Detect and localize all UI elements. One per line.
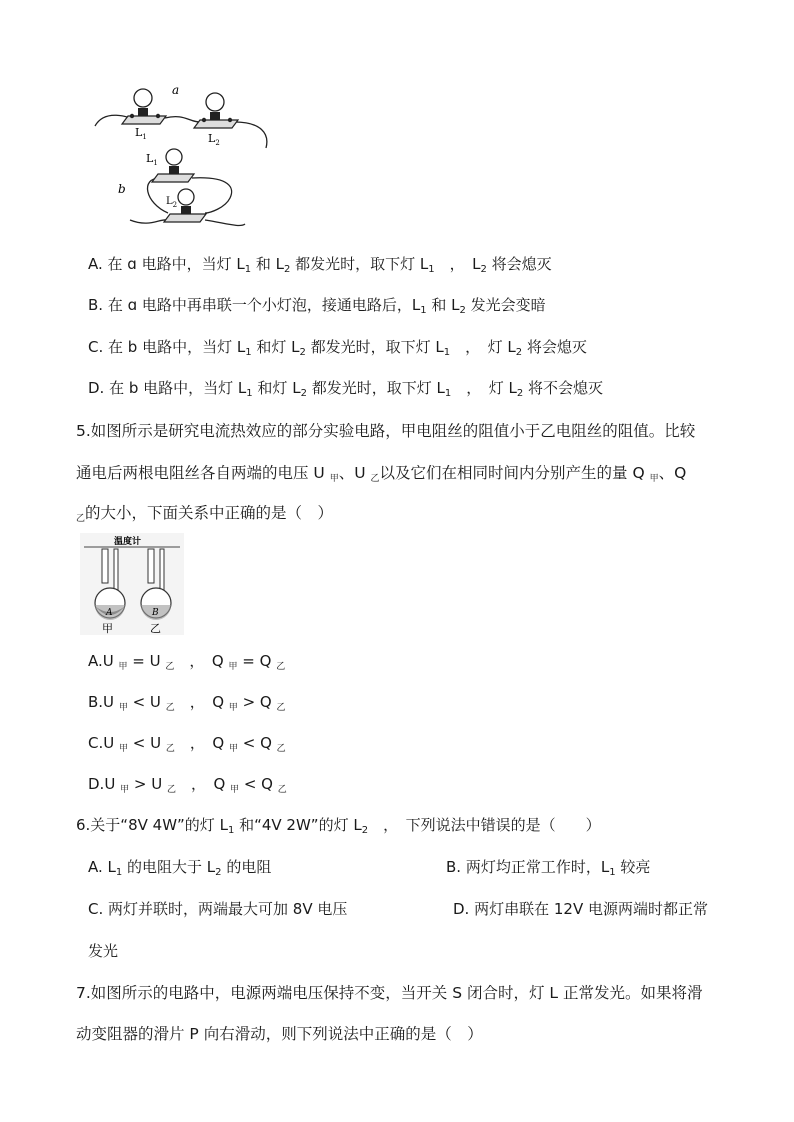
q5-option-a: A.U $_甲$ = U $_乙$ ， Q $_甲$ = Q $_乙$ xyxy=(88,652,286,672)
lamp-a2-label: $L_2$ xyxy=(208,132,220,147)
q4-option-d: D. 在 b 电路中，当灯 $L_1$ 和灯 $L_2$ 都发光时，取下灯 $L_1$ ， 灯 $L_2$ 将不会熄灭 xyxy=(88,379,604,399)
q6-option-a: A. $L_1$ 的电阻大于 $L_2$ 的电阻 xyxy=(88,858,272,878)
q4-option-b: B. 在 ɑ 电路中再串联一个小灯泡，接通电路后，$L_1$ 和 $L_2$ 发光会变暗 xyxy=(88,296,546,316)
q7-stem-line1: 7.如图所示的电路中，电源两端电压保持不变，当开关 S 闭合时，灯 L 正常发光。如果将滑 xyxy=(76,984,703,1002)
lamp-b1-label: $L_1$ xyxy=(146,152,158,167)
q6-stem: 6.关于“8V 4W”的灯 $L_1$ 和“4V 2W”的灯 $L_2$ ， 下列说法中错误的是（ ） xyxy=(76,816,601,836)
q5-stem-line2: 通电后两根电阻丝各自两端的电压 U $_甲$、U $_乙$以及它们在相同时间内分别产生的量 Q $_甲$、Q xyxy=(76,464,687,484)
flask-a-label: A xyxy=(106,608,113,618)
circuit-b-label: b xyxy=(118,182,126,196)
q6-option-c: C. 两灯并联时，两端最大可加 8V 电压 xyxy=(88,900,348,918)
q5-option-b: B.U $_甲$ < U $_乙$ ， Q $_甲$ > Q $_乙$ xyxy=(88,693,286,713)
lamp-b2-label: $L_2$ xyxy=(166,196,178,209)
thermometer-label: 温度计 xyxy=(114,537,142,547)
circuit-a-label: a xyxy=(172,83,180,97)
circuit-figure xyxy=(90,78,280,238)
q6-option-b: B. 两灯均正常工作时，$L_1$ 较亮 xyxy=(446,858,651,878)
flask-b-label: B xyxy=(152,608,159,618)
flask-figure xyxy=(80,533,184,635)
q5-option-c: C.U $_甲$ < U $_乙$ ， Q $_甲$ < Q $_乙$ xyxy=(88,734,286,754)
q7-stem-line2: 动变阻器的滑片 P 向右滑动，则下列说法中正确的是（ ） xyxy=(76,1025,483,1043)
q5-stem-line3: $_乙$的大小，下面关系中正确的是（ ） xyxy=(76,504,334,524)
q5-stem-line1: 5.如图所示是研究电流热效应的部分实验电路，甲电阻丝的阻值小于乙电阻丝的阻值。比较 xyxy=(76,422,696,440)
q5-option-d: D.U $_甲$ > U $_乙$ ， Q $_甲$ < Q $_乙$ xyxy=(88,775,287,795)
flask-jia-label: 甲 xyxy=(102,622,113,635)
flask-yi-label: 乙 xyxy=(150,622,161,635)
q4-option-c: C. 在 b 电路中，当灯 $L_1$ 和灯 $L_2$ 都发光时，取下灯 $L_1$ ， 灯 $L_2$ 将会熄灭 xyxy=(88,338,587,358)
q6-option-d-cont: 发光 xyxy=(88,942,119,960)
q4-option-a: A. 在 ɑ 电路中，当灯 $L_1$ 和 $L_2$ 都发光时，取下灯 $L_1$ ， $L_2$ 将会熄灭 xyxy=(88,255,552,275)
q6-option-d: D. 两灯串联在 12V 电源两端时都正常 xyxy=(453,900,708,918)
lamp-a1-label: $L_1$ xyxy=(135,126,147,141)
